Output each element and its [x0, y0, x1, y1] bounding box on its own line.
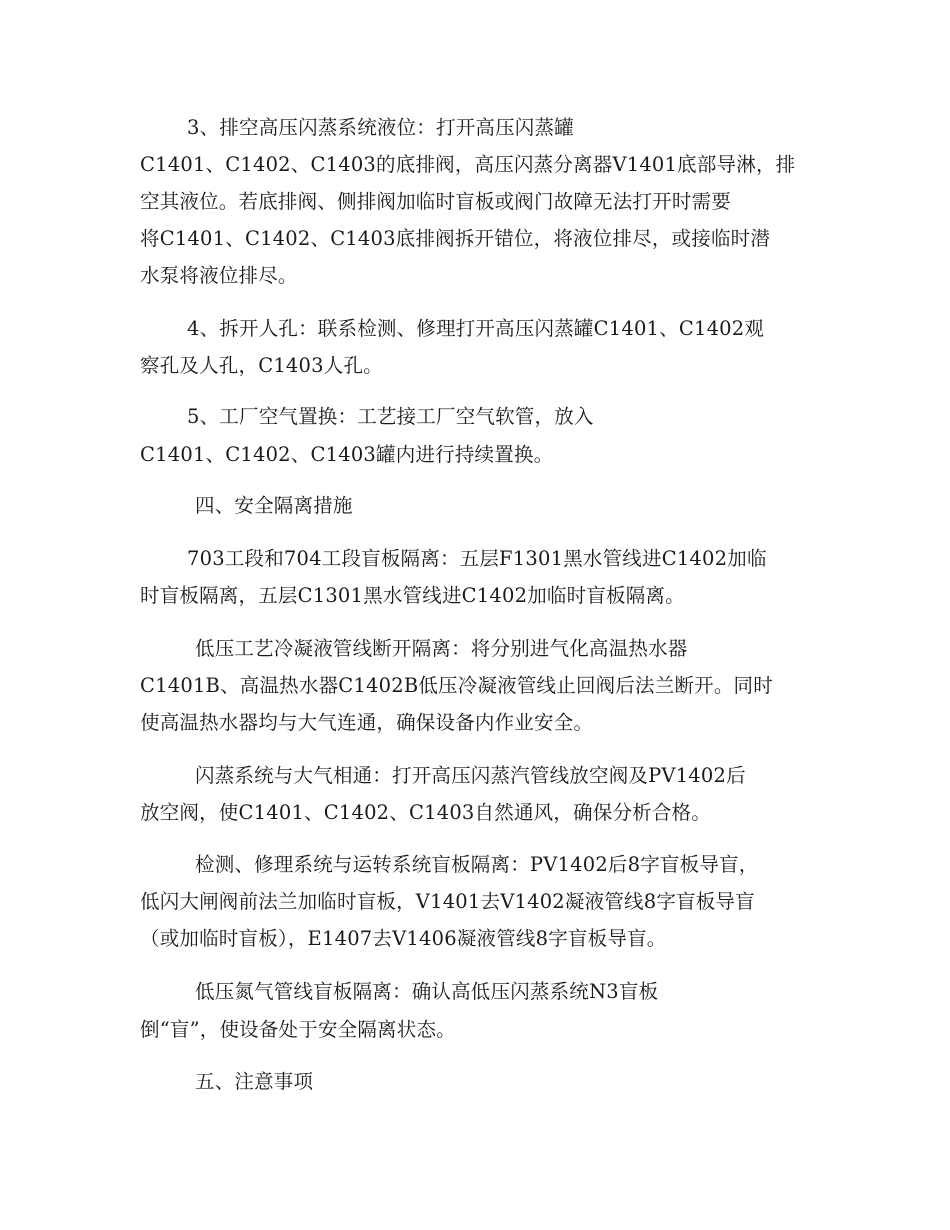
paragraph-line: 703工段和704工段盲板隔离：五层F1301黑水管线进C1402加临 [187, 547, 767, 570]
paragraph-line: 5、工厂空气置换：工艺接工厂空气软管，放入 [187, 405, 594, 428]
paragraph-line: C1401、C1402、C1403罐内进行持续置换。 [140, 443, 554, 466]
paragraph-line: 检测、修理系统与运转系统盲板隔离：PV1402后8字盲板导盲， [195, 853, 759, 876]
paragraph-line: C1401、C1402、C1403的底排阀，高压闪蒸分离器V1401底部导淋，排 [140, 153, 796, 176]
paragraph-line: 3、排空高压闪蒸系统液位：打开高压闪蒸罐 [187, 116, 574, 139]
paragraph-line: 低压氮气管线盲板隔离：确认高低压闪蒸系统N3盲板 [195, 980, 659, 1003]
section-heading: 五、注意事项 [195, 1070, 314, 1093]
paragraph-line: 4、拆开人孔：联系检测、修理打开高压闪蒸罐C1401、C1402观 [187, 317, 765, 340]
paragraph-line: 水泵将液位排尽。 [140, 264, 298, 287]
paragraph-line: 将C1401、C1402、C1403底排阀拆开错位，将液位排尽，或接临时潜 [140, 227, 771, 250]
paragraph-line: 察孔及人孔，C1403人孔。 [140, 354, 383, 377]
paragraph-line: 倒“盲”，使设备处于安全隔离状态。 [140, 1018, 456, 1041]
paragraph-line: 低闪大闸阀前法兰加临时盲板，V1401去V1402凝液管线8字盲板导盲 [140, 890, 755, 913]
paragraph-line: 闪蒸系统与大气相通：打开高压闪蒸汽管线放空阀及PV1402后 [195, 764, 746, 787]
paragraph-line: 空其液位。若底排阀、侧排阀加临时盲板或阀门故障无法打开时需要 [140, 190, 732, 213]
section-heading: 四、安全隔离措施 [195, 494, 353, 517]
paragraph-line: C1401B、高温热水器C1402B低压冷凝液管线止回阀后法兰断开。同时 [140, 674, 773, 697]
paragraph-line: 时盲板隔离，五层C1301黑水管线进C1402加临时盲板隔离。 [140, 584, 685, 607]
paragraph-line: 低压工艺冷凝液管线断开隔离：将分别进气化高温热水器 [195, 637, 688, 660]
paragraph-line: 使高温热水器均与大气连通，确保设备内作业安全。 [140, 711, 594, 734]
paragraph-line: （或加临时盲板），E1407去V1406凝液管线8字盲板导盲。 [140, 927, 667, 950]
paragraph-line: 放空阀，使C1401、C1402、C1403自然通风，确保分析合格。 [140, 801, 711, 824]
